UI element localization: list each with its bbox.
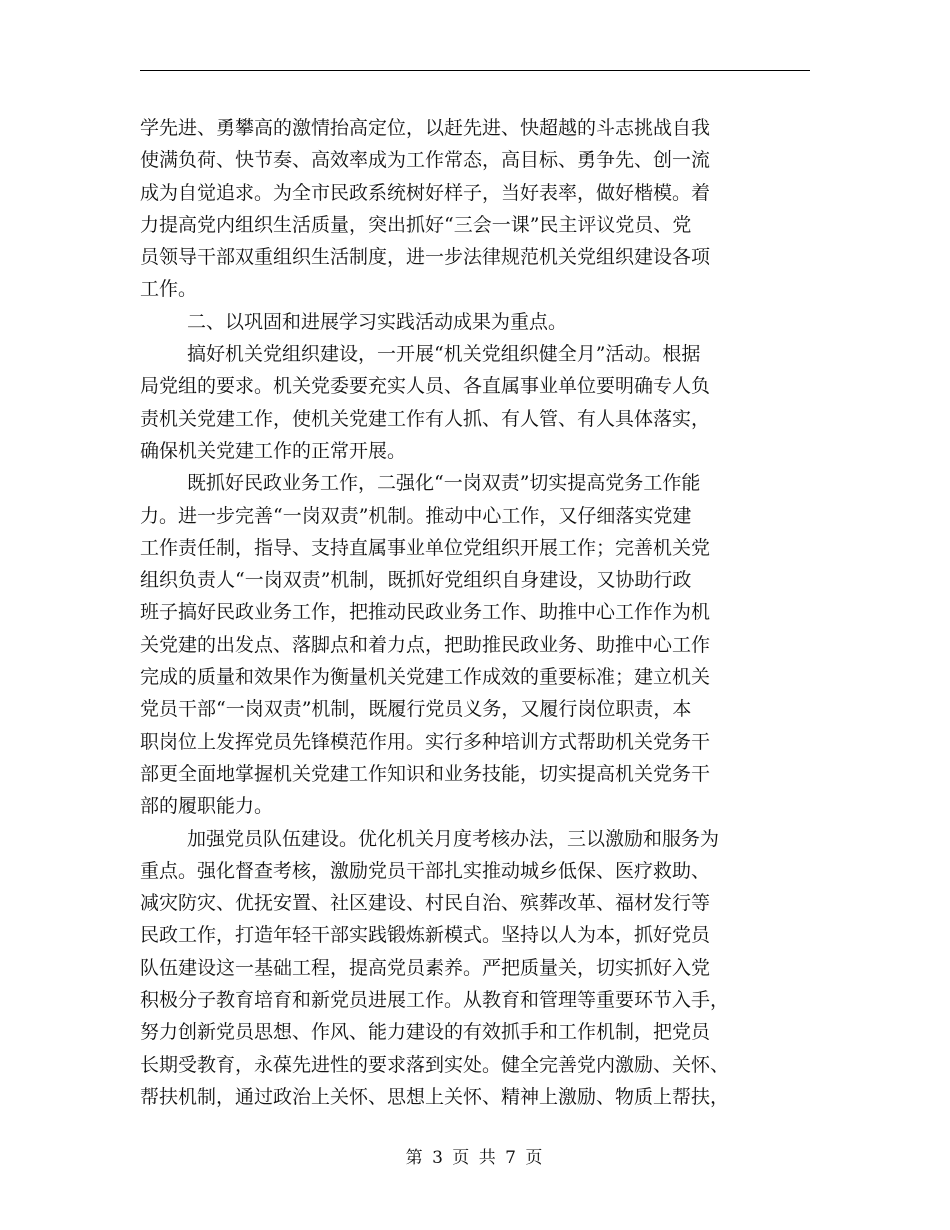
text-line: 完成的质量和效果作为衡量机关党建工作成效的重要标准；建立机关 bbox=[140, 666, 711, 689]
text-line: 队伍建设这一基础工程，提高党员素养。严把质量关，切实抓好入党 bbox=[140, 956, 711, 979]
text-line: 组织负责人“一岗双责”机制，既抓好党组织自身建设，又协助行政 bbox=[140, 569, 692, 592]
footer-middle: 页 共 bbox=[452, 1148, 498, 1168]
text-line: 加强党员队伍建设。优化机关月度考核办法，三以激励和服务为 bbox=[187, 827, 720, 850]
footer-total-pages: 7 bbox=[505, 1148, 518, 1168]
footer-page-number: 3 bbox=[432, 1148, 445, 1168]
text-line: 二、以巩固和进展学习实践活动成果为重点。 bbox=[187, 310, 568, 333]
text-line: 工作。 bbox=[140, 278, 198, 301]
text-line: 搞好机关党组织建设，一开展“机关党组织健全月”活动。根据 bbox=[187, 343, 701, 366]
text-line: 工作责任制，指导、支持直属事业单位党组织开展工作；完善机关党 bbox=[140, 536, 711, 559]
footer-suffix: 页 bbox=[525, 1148, 545, 1168]
text-line: 减灾防灾、优抚安置、社区建设、村民自治、殡葬改革、福材发行等 bbox=[140, 892, 711, 915]
text-line: 积极分子教育培育和新党员进展工作。从教育和管理等重要环节入手， bbox=[140, 989, 730, 1012]
text-line: 帮扶机制，通过政治上关怀、思想上关怀、精神上激励、物质上帮扶， bbox=[140, 1085, 730, 1108]
text-line: 使满负荷、快节奏、高效率成为工作常态，高目标、勇争先、创一流 bbox=[140, 149, 711, 172]
text-line: 力提高党内组织生活质量，突出抓好“三会一课”民主评议党员、党 bbox=[140, 213, 692, 236]
text-line: 确保机关党建工作的正常开展。 bbox=[140, 439, 407, 462]
text-line: 部的履职能力。 bbox=[140, 795, 274, 818]
text-line: 学先进、勇攀高的激情抬高定位，以赶先进、快超越的斗志挑战自我 bbox=[140, 117, 711, 139]
text-line: 力。进一步完善“一岗双责”机制。推动中心工作，又仔细落实党建 bbox=[140, 504, 692, 527]
text-line: 民政工作，打造年轻干部实践锻炼新模式。坚持以人为本，抓好党员 bbox=[140, 924, 711, 947]
text-line: 既抓好民政业务工作，二强化“一岗双责”切实提高党务工作能 bbox=[187, 472, 701, 495]
text-line: 长期受教育，永葆先进性的要求落到实处。健全完善党内激励、关怀、 bbox=[140, 1053, 730, 1076]
header-rule bbox=[140, 70, 810, 71]
text-line: 职岗位上发挥党员先锋模范作用。实行多种培训方式帮助机关党务干 bbox=[140, 730, 711, 753]
text-line: 员领导干部双重组织生活制度，进一步法律规范机关党组织建设各项 bbox=[140, 246, 711, 269]
text-line: 责机关党建工作，使机关党建工作有人抓、有人管、有人具体落实， bbox=[140, 407, 711, 430]
text-line: 重点。强化督查考核，激励党员干部扎实推动城乡低保、医疗救助、 bbox=[140, 859, 711, 882]
text-line: 党员干部“一岗双责”机制，既履行党员义务，又履行岗位职责，本 bbox=[140, 698, 692, 721]
text-line: 局党组的要求。机关党委要充实人员、各直属事业单位要明确专人负 bbox=[140, 375, 711, 398]
text-line: 班子搞好民政业务工作，把推动民政业务工作、助推中心工作作为机 bbox=[140, 601, 711, 624]
text-line: 部更全面地掌握机关党建工作知识和业务技能，切实提高机关党务干 bbox=[140, 762, 711, 785]
document-body bbox=[140, 112, 810, 1113]
footer-prefix: 第 bbox=[405, 1148, 425, 1168]
text-line: 努力创新党员思想、作风、能力建设的有效抓手和工作机制，把党员 bbox=[140, 1021, 711, 1044]
text-line: 关党建的出发点、落脚点和着力点，把助推民政业务、助推中心工作 bbox=[140, 633, 711, 656]
page-footer bbox=[0, 1148, 950, 1168]
text-line: 成为自觉追求。为全市民政系统树好样子，当好表率，做好楷模。着 bbox=[140, 181, 711, 204]
